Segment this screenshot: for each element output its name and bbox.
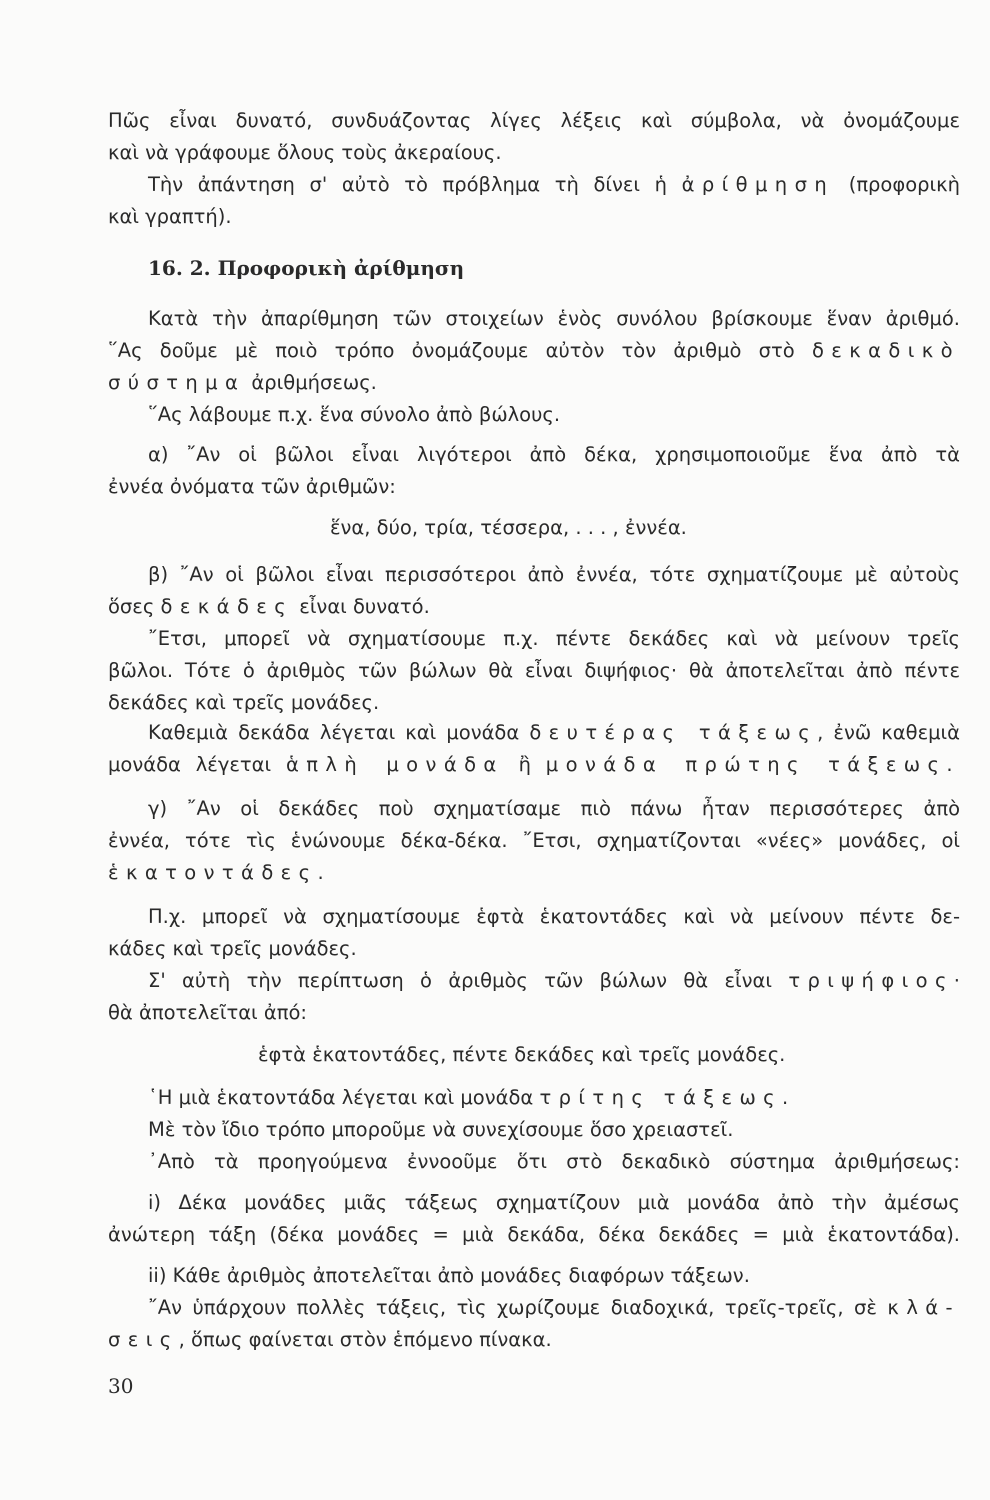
text-line: ii) Κάθε ἀριθμὸς ἀποτελεῖται ἀπὸ μονάδες διαφόρων τάξεων.: [148, 1264, 750, 1287]
text-line: ᾿Απὸ τὰ προηγούμενα ἐννοοῦμε ὅτι στὸ δεκαδικὸ σύστημα ἀριθμήσεως:: [148, 1150, 960, 1173]
text-line: δεκάδες καὶ τρεῖς μονάδες.: [108, 691, 380, 714]
text-line: i) Δέκα μονάδες μιᾶς τάξεως σχηματίζουν μιὰ μονάδα ἀπὸ τὴν ἀμέσως: [148, 1191, 960, 1214]
text-line: γ) ῎Αν οἱ δεκάδες ποὺ σχηματίσαμε πιὸ πάνω ἦταν περισσότερες ἀπὸ: [148, 797, 960, 820]
text-line: Σ' αὐτὴ τὴν περίπτωση ὁ ἀριθμὸς τῶν βώλων θὰ εἶναι τριψήφιος·: [148, 969, 960, 992]
text-line: ῎Ετσι, μπορεῖ νὰ σχηματίσουμε π.χ. πέντε δεκάδες καὶ νὰ μείνουν τρεῖς: [148, 627, 960, 650]
text-line: ἀνώτερη τάξη (δέκα μονάδες = μιὰ δεκάδα, δέκα δεκάδες = μιὰ ἑκατοντάδα).: [108, 1223, 960, 1246]
text-line: βῶλοι. Τότε ὁ ἀριθμὸς τῶν βώλων θὰ εἶναι διψήφιος· θὰ ἀποτελεῖται ἀπὸ πέντε: [108, 659, 960, 682]
text-line: σύστημα ἀριθμήσεως.: [108, 371, 377, 394]
text-line: Π.χ. μπορεῖ νὰ σχηματίσουμε ἑφτὰ ἑκατοντάδες καὶ νὰ μείνουν πέντε δε-: [148, 905, 960, 928]
text-line: καὶ νὰ γράφουμε ὅλους τοὺς ἀκεραίους.: [108, 141, 502, 164]
text-line: ῎Αν ὑπάρχουν πολλὲς τάξεις, τὶς χωρίζουμε διαδοχικά, τρεῖς-τρεῖς, σὲ κλά-: [148, 1296, 960, 1319]
text-line: Τὴν ἀπάντηση σ' αὐτὸ τὸ πρόβλημα τὴ δίνει ἡ ἀρίθμηση (προφορικὴ: [148, 173, 960, 196]
text-line: Μὲ τὸν ἴδιο τρόπο μποροῦμε νὰ συνεχίσουμε ὅσο χρειαστεῖ.: [148, 1118, 734, 1141]
text-line: ῞Ας λάβουμε π.χ. ἕνα σύνολο ἀπὸ βώλους.: [148, 403, 561, 426]
page-number: 30: [108, 1374, 134, 1398]
text-line: θὰ ἀποτελεῖται ἀπό:: [108, 1001, 307, 1024]
text-line: ἐννέα, τότε τὶς ἑνώνουμε δέκα-δέκα. ῎Ετσι, σχηματίζονται «νέες» μονάδες, οἱ: [108, 829, 960, 852]
text-line: κάδες καὶ τρεῖς μονάδες.: [108, 937, 357, 960]
text-line: σεις, ὅπως φαίνεται στὸν ἑπόμενο πίνακα.: [108, 1328, 552, 1351]
text-line: Κατὰ τὴν ἀπαρίθμηση τῶν στοιχείων ἑνὸς συνόλου βρίσκουμε ἕναν ἀριθμό.: [148, 307, 960, 330]
text-line: ἕνα, δύο, τρία, τέσσερα, . . . , ἐννέα.: [330, 516, 687, 539]
text-line: Καθεμιὰ δεκάδα λέγεται καὶ μονάδα δευτέρας τάξεως, ἐνῶ καθεμιὰ: [148, 721, 960, 744]
text-line: μονάδα λέγεται ἁπλὴ μονάδα ἢ μονάδα πρώτης τάξεως.: [108, 753, 960, 776]
text-line: ῞Ας δοῦμε μὲ ποιὸ τρόπο ὀνομάζουμε αὐτὸν τὸν ἀριθμὸ στὸ δεκαδικὸ: [108, 339, 960, 362]
text-line: ἑκατοντάδες.: [108, 861, 332, 884]
section-heading: 16. 2. Προφορικὴ ἀρίθμηση: [148, 256, 465, 280]
text-line: Πῶς εἶναι δυνατό, συνδυάζοντας λίγες λέξεις καὶ σύμβολα, νὰ ὀνομάζουμε: [108, 109, 960, 132]
text-line: καὶ γραπτή).: [108, 205, 232, 228]
text-line: ὅσες δεκάδες εἶναι δυνατό.: [108, 595, 430, 618]
text-line: ἐννέα ὀνόματα τῶν ἀριθμῶν:: [108, 475, 396, 498]
text-line: ἑφτὰ ἑκατοντάδες, πέντε δεκάδες καὶ τρεῖς μονάδες.: [258, 1043, 786, 1066]
text-line: β) ῎Αν οἱ βῶλοι εἶναι περισσότεροι ἀπὸ ἐννέα, τότε σχηματίζουμε μὲ αὐτοὺς: [148, 563, 960, 586]
text-line: α) ῎Αν οἱ βῶλοι εἶναι λιγότεροι ἀπὸ δέκα, χρησιμοποιοῦμε ἕνα ἀπὸ τὰ: [148, 443, 960, 466]
text-line: ῾Η μιὰ ἑκατοντάδα λέγεται καὶ μονάδα τρίτης τάξεως.: [148, 1086, 789, 1109]
